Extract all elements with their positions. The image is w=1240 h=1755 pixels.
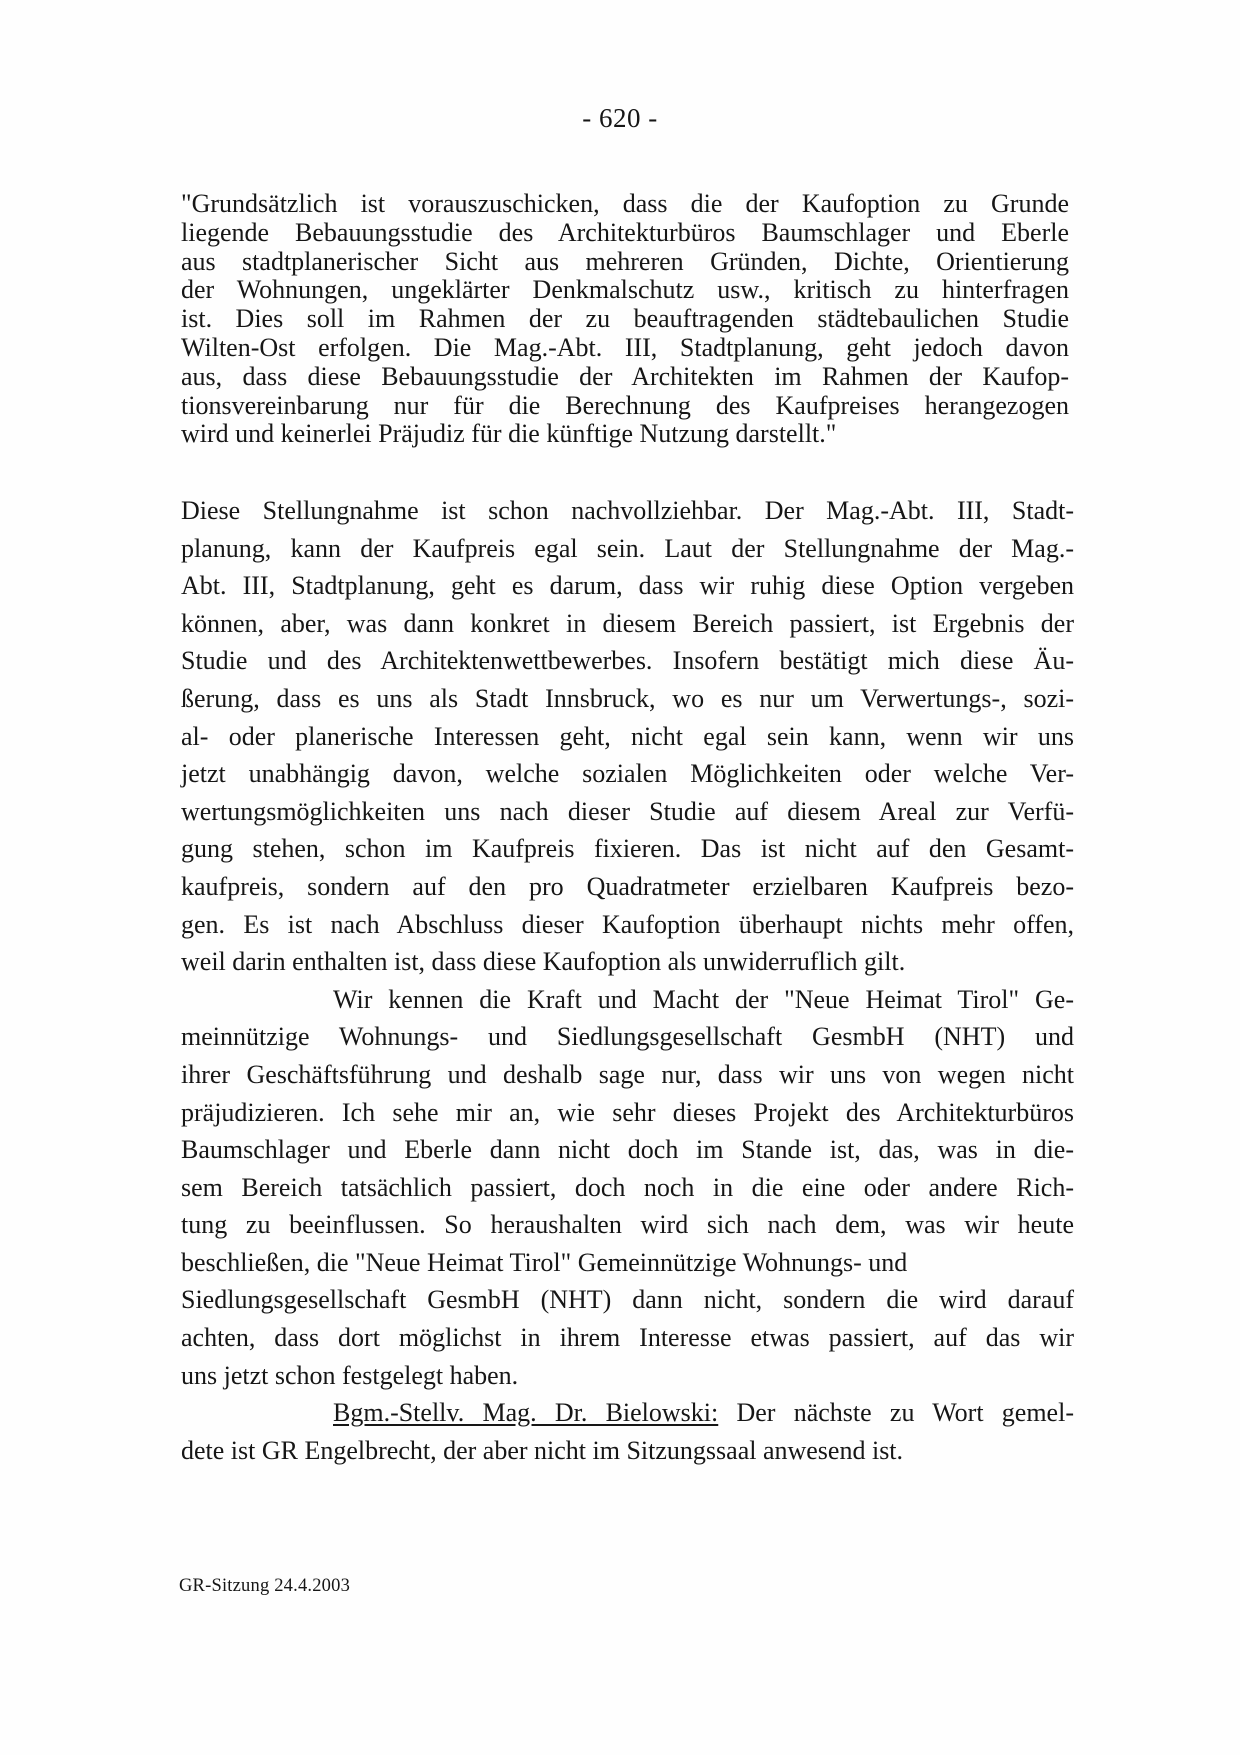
body-line: dete ist GR Engelbrecht, der aber nicht im Sitzungssaal anwesend ist.: [181, 1435, 904, 1465]
body-line: gung stehen, schon im Kaufpreis fixieren. Das ist nicht auf den Gesamt-: [181, 834, 1074, 864]
body-line: beschließen, die "Neue Heimat Tirol" Gemeinnützige Wohnungs- und: [181, 1247, 908, 1277]
footer-note: GR-Sitzung 24.4.2003: [179, 1576, 351, 1596]
body-line: können, aber, was dann konkret in diesem Bereich passiert, ist Ergebnis der: [181, 608, 1074, 638]
quote-line: der Wohnungen, ungeklärter Denkmalschutz usw., kritisch zu hinterfragen: [181, 275, 1069, 305]
body-line: Wir kennen die Kraft und Macht der "Neue Heimat Tirol" Ge-: [333, 984, 1074, 1014]
body-line: Abt. III, Stadtplanung, geht es darum, dass wir ruhig diese Option vergeben: [181, 571, 1074, 601]
quote-line: aus, dass diese Bebauungsstudie der Architekten im Rahmen der Kaufop-: [181, 361, 1069, 391]
quote-line: Wilten-Ost erfolgen. Die Mag.-Abt. III, Stadtplanung, geht jedoch davon: [181, 332, 1069, 362]
body-line: präjudizieren. Ich sehe mir an, wie sehr dieses Projekt des Architekturbüros: [181, 1097, 1074, 1127]
body-line: sem Bereich tatsächlich passiert, doch noch in die eine oder andere Rich-: [181, 1172, 1074, 1202]
body-line: tung zu beeinflussen. So heraushalten wird sich nach dem, was wir heute: [181, 1210, 1074, 1240]
speaker-line-rest: Der nächste zu Wort gemel-: [718, 1398, 1074, 1428]
quote-line: aus stadtplanerischer Sicht aus mehreren Gründen, Dichte, Orientierung: [181, 246, 1069, 276]
body-line: ßerung, dass es uns als Stadt Innsbruck, wo es nur um Verwertungs-, sozi-: [181, 683, 1074, 713]
body-line: planung, kann der Kaufpreis egal sein. Laut der Stellungnahme der Mag.-: [181, 533, 1074, 563]
body-line: weil darin enthalten ist, dass diese Kaufoption als unwiderruflich gilt.: [181, 947, 906, 977]
body-line: ihrer Geschäftsführung und deshalb sage nur, dass wir uns von wegen nicht: [181, 1059, 1074, 1089]
quote-block: [181, 190, 1069, 449]
quote-line: tionsvereinbarung nur für die Berechnung des Kaufpreises herangezogen: [181, 390, 1069, 420]
speaker-line: [181, 1394, 1074, 1432]
body-line: meinnützige Wohnungs- und Siedlungsgesellschaft GesmbH (NHT) und: [181, 1022, 1074, 1052]
body-line: achten, dass dort möglichst in ihrem Interesse etwas passiert, auf das wir: [181, 1323, 1074, 1353]
body-line: Diese Stellungnahme ist schon nachvollziehbar. Der Mag.-Abt. III, Stadt-: [181, 496, 1074, 525]
quote-line: liegende Bebauungsstudie des Architekturbüros Baumschlager und Eberle: [181, 217, 1069, 247]
body-line: wertungsmöglichkeiten uns nach dieser Studie auf diesem Areal zur Verfü-: [181, 796, 1074, 826]
body-line: Studie und des Architektenwettbewerbes. Insofern bestätigt mich diese Äu-: [181, 646, 1074, 676]
page-number: - 620 -: [582, 103, 658, 133]
body-line: Siedlungsgesellschaft GesmbH (NHT) dann nicht, sondern die wird darauf: [181, 1285, 1074, 1315]
quote-line: wird und keinerlei Präjudiz für die künftige Nutzung darstellt.": [181, 419, 837, 449]
body-line: Baumschlager und Eberle dann nicht doch im Stande ist, das, was in die-: [181, 1135, 1074, 1165]
body-text: [181, 492, 1074, 1469]
body-line: jetzt unabhängig davon, welche sozialen Möglichkeiten oder welche Ver-: [181, 759, 1074, 789]
body-line: al- oder planerische Interessen geht, nicht egal sein kann, wenn wir uns: [181, 721, 1074, 751]
quote-line: "Grundsätzlich ist vorauszuschicken, dass die der Kaufoption zu Grunde: [181, 189, 1069, 218]
body-line: uns jetzt schon festgelegt haben.: [181, 1360, 519, 1390]
body-line: kaufpreis, sondern auf den pro Quadratmeter erzielbaren Kaufpreis bezo-: [181, 871, 1074, 901]
speaker-name: Bgm.-Stellv. Mag. Dr. Bielowski:: [333, 1398, 719, 1428]
body-line: gen. Es ist nach Abschluss dieser Kaufoption überhaupt nichts mehr offen,: [181, 909, 1074, 939]
quote-line: ist. Dies soll im Rahmen der zu beauftragenden städtebaulichen Studie: [181, 304, 1069, 334]
